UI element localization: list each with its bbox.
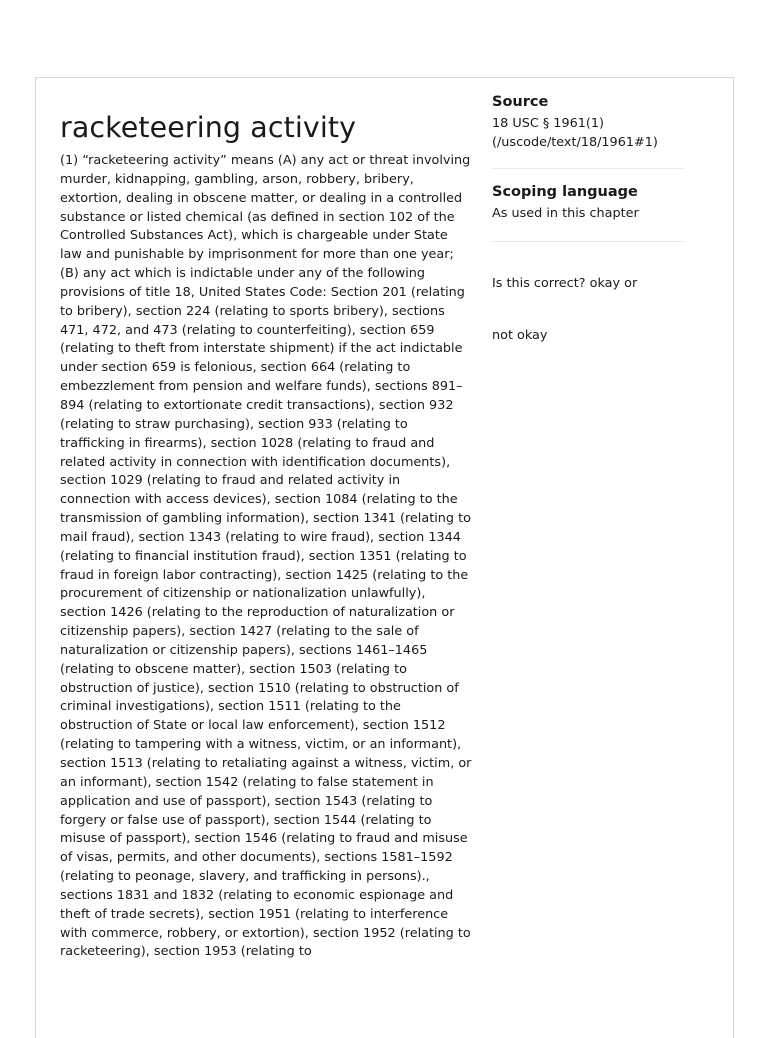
definition-sidebar — [492, 92, 685, 345]
term-title: racketeering activity — [60, 111, 357, 144]
source-section — [492, 92, 685, 169]
feedback-section — [492, 274, 685, 345]
term-definition: (1) “racketeering activity” means (A) any act or threat involving murder, kidnapping, gambling, arson, robbery, bribery, extortion, dealing in obscene matter, or dealing in a controlled substance or listed chemical (as defined in section 102 of the Controlled Substances Act), which is chargeable under State law and punishable by imprisonment for more than one year; (B) any act which is indictable under any of the following provisions of title 18, United States Code: Section 201 (relating to bribery), section 224 (relating to sports bribery), sections 471, 472, and 473 (relating to counterfeiting), section 659 (relating to theft from interstate shipment) if the act indictable under section 659 is felonious, section 664 (relating to embezzlement from pension and welfare funds), sections 891–894 (relating to extortionate credit transactions), section 932 (relating to straw purchasing), section 933 (relating to trafficking in firearms), section 1028 (relating to fraud and related activity in connection with identification documents), section 1029 (relating to fraud and related activity in connection with access devices), section 1084 (relating to the transmission of gambling information), section 1341 (relating to mail fraud), section 1343 (relating to wire fraud), section 1344 (relating to financial institution fraud), section 1351 (relating to fraud in foreign labor contracting), section 1425 (relating to the procurement of citizenship or nationalization unlawfully), section 1426 (relating to the reproduction of naturalization or citizenship papers), section 1427 (relating to the sale of naturalization or citizenship papers), sections 1461–1465 (relating to obscene matter), section 1503 (relating to obstruction of justice), section 1510 (relating to obstruction of criminal investigations), section 1511 (relating to the obstruction of State or local law enforcement), section 1512 (relating to tampering with a witness, victim, or an informant), section 1513 (relating to retaliating against a witness, victim, or an informant), section 1542 (relating to false statement in application and use of passport), section 1543 (relating to forgery or false use of passport), section 1544 (relating to misuse of passport), section 1546 (relating to fraud and misuse of visas, permits, and other documents), sections 1581–1592 (relating to peonage, slavery, and trafficking in persons)., sections 1831 and 1832 (relating to economic espionage and theft of trade secrets), section 1951 (relating to interference with commerce, robbery, or extortion), section 1952 (relating to racketeering), section 1953 (relating to — [60, 153, 472, 960]
scope-text: As used in this chapter — [492, 206, 639, 221]
source-heading: Source — [492, 94, 549, 110]
source-info — [492, 114, 685, 152]
source-link[interactable]: (/uscode/text/18/1961#1) — [492, 135, 658, 150]
source-citation: 18 USC § 1961(1) — [492, 116, 605, 131]
scope-section — [492, 169, 685, 242]
okay-link[interactable]: okay — [589, 276, 621, 291]
not-okay-link[interactable]: not okay — [492, 328, 548, 343]
definition-card — [35, 77, 734, 1038]
feedback-or: or — [624, 276, 638, 291]
definition-main — [60, 108, 472, 962]
feedback-question: Is this correct? — [492, 276, 586, 291]
scope-heading: Scoping language — [492, 184, 638, 200]
